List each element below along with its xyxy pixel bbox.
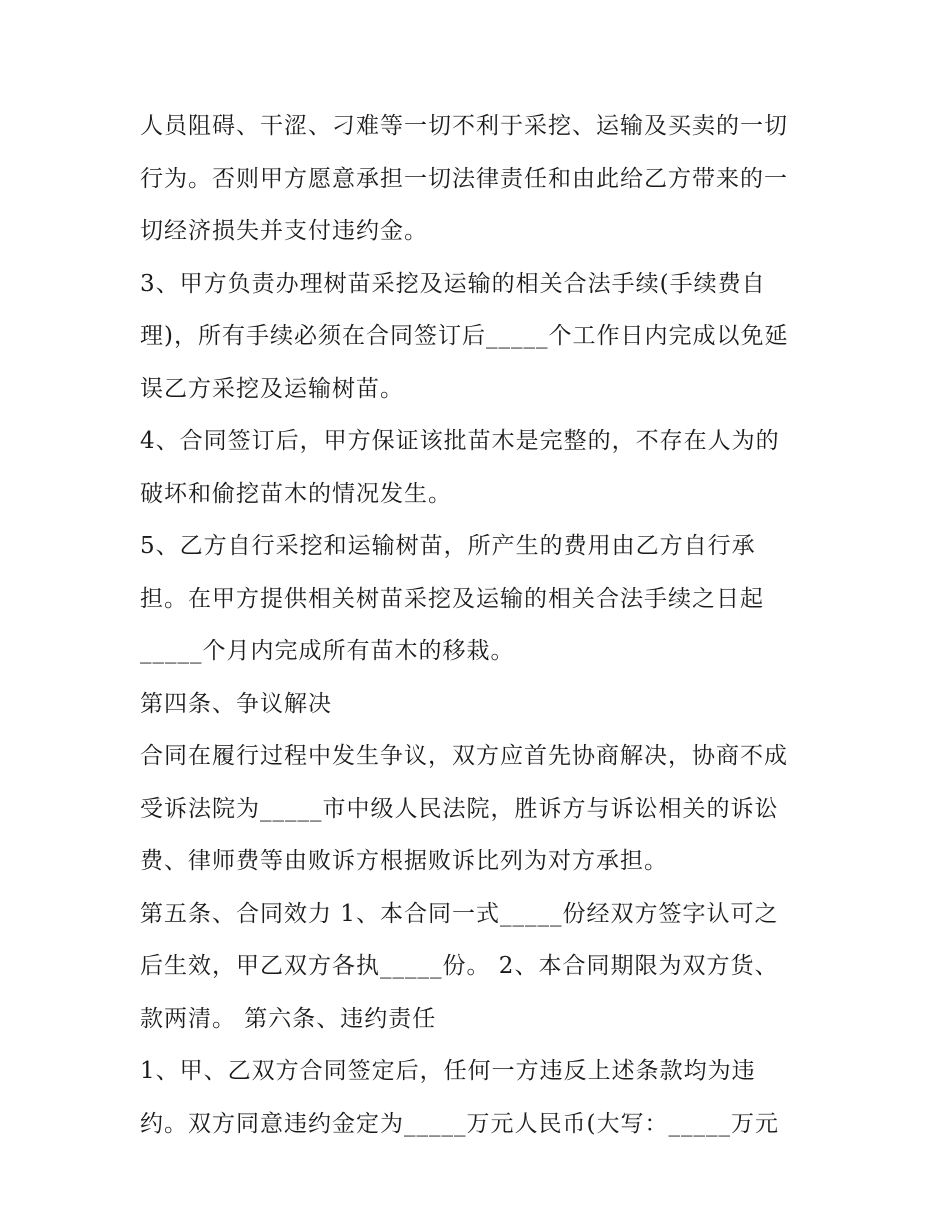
text-line: 受诉法院为_____市中级人民法院，胜诉方与诉讼相关的诉讼 — [140, 795, 779, 822]
text-line: 4、合同签订后，甲方保证该批苗木是完整的，不存在人为的 — [140, 428, 780, 454]
text-line: 误乙方采挖及运输树苗。 — [140, 375, 404, 402]
text-line: 理)，所有手续必须在合同签订后_____个工作日内完成以免延 — [140, 323, 789, 349]
text-line: 行为。否则甲方愿意承担一切法律责任和由此给乙方带来的一 — [140, 165, 788, 192]
text-line: _____个月内完成所有苗木的移栽。 — [140, 638, 515, 664]
document-page — [140, 100, 820, 1150]
text-line: 5、乙方自行采挖和运输树苗，所产生的费用由乙方自行承 — [140, 533, 756, 559]
text-line: 担。在甲方提供相关树苗采挖及运输的相关合法手续之日起 — [140, 585, 764, 612]
text-line: 切经济损失并支付违约金。 — [140, 218, 428, 244]
text-line: 破坏和偷挖苗木的情况发生。 — [140, 480, 452, 507]
text-line: 第五条、合同效力 1、本合同一式_____份经双方签字认可之 — [140, 900, 779, 927]
text-line: 费、律师费等由败诉方根据败诉比列为对方承担。 — [140, 848, 668, 874]
text-line: 约。双方同意违约金定为_____万元人民币(大写：_____万元 — [140, 1110, 779, 1137]
text-line: 1、甲、乙双方合同签定后，任何一方违反上述条款均为违 — [140, 1058, 756, 1084]
text-line: 人员阻碍、干涩、刁难等一切不利于采挖、运输及买卖的一切 — [140, 113, 788, 139]
section-heading: 第四条、争议解决 — [140, 690, 332, 717]
text-line: 款两清。 第六条、违约责任 — [140, 1005, 437, 1032]
text-line: 合同在履行过程中发生争议，双方应首先协商解决，协商不成 — [140, 743, 788, 769]
text-line: 后生效，甲乙双方各执_____份。 2、本合同期限为双方货、 — [140, 953, 779, 979]
text-line: 3、甲方负责办理树苗采挖及运输的相关合法手续(手续费自 — [140, 270, 766, 297]
